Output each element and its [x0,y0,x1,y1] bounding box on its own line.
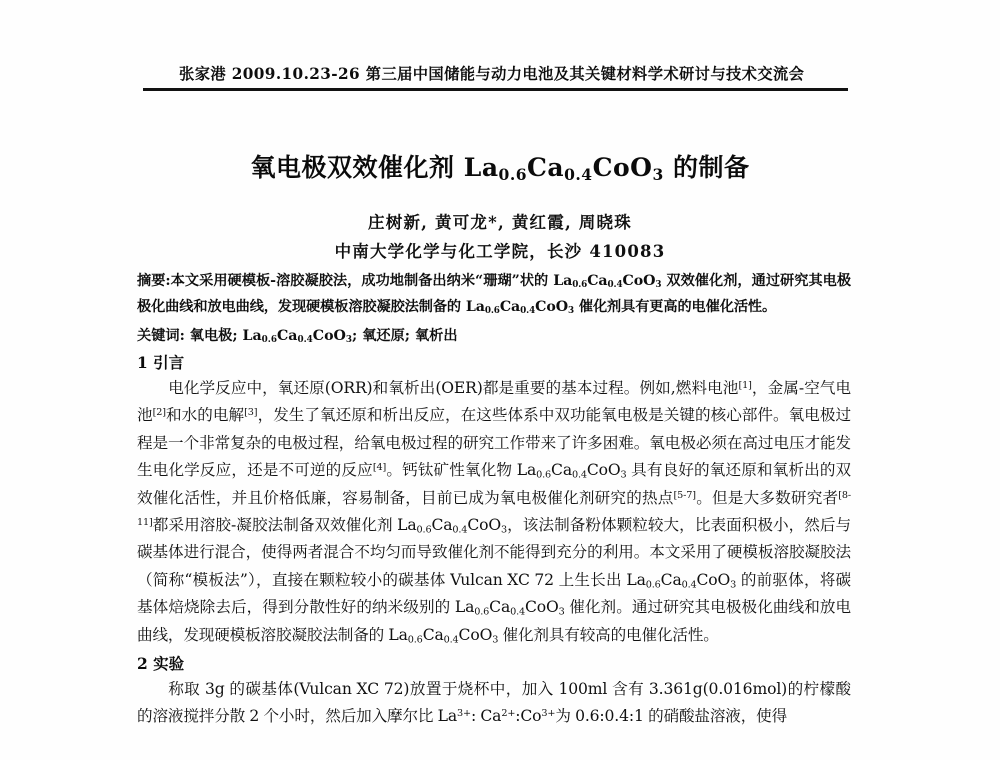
citation-4: [4] [372,462,387,474]
section-heading-2: 2 实验 [137,654,185,674]
citation-3: [3] [244,407,258,419]
abstract-label: 摘要: [137,273,171,289]
keywords-label: 关键词: [137,328,185,344]
abstract-block [137,268,851,320]
running-header [143,62,851,91]
formula-sub-la: 0.6 [498,164,527,184]
running-header-text: 张家港 2009.10.23-26 第三届中国储能与动力电池及其关键材料学术研讨与技术交流会 [179,64,805,83]
citation-1: [1] [738,379,752,391]
ion-la: 3+ [457,708,471,720]
header-divider-rule [143,88,848,91]
section-1-paragraph: 电化学反应中，氧还原(ORR)和氧析出(OER)都是重要的基本过程。例如,燃料电池[1]，金属-空气电池[2]和水的电解[3]，发生了氧还原和析出反应，在这些体系中双功能氧电极是关键的核心部件。氧电极过程是一个非常复杂的电极过程，给氧电极过程的研究工作带来了许多困难。氧电极必须在高过电压才能发生电化学反应，还是不可逆的反应[4]。钙钛矿性氧化物 $La_{0.6}Ca_{0.4}CoO_3$ 具有良好的氧还原和氧析出的双效催化活性，并且价格低廉，容易制备，目前已成为氧电极催化剂研究的热点[5-7]。但是大多数研究者[8-11]都采用溶胶-凝胶法制备双效催化剂 $La_{0.6}Ca_{0.4}CoO_3$，该法制备粉体颗粒较大，比表面积极小，然后与碳基体进行混合，使得两者混合不均匀而导致催化剂不能得到充分的利用。本文采用了硬模板溶胶凝胶法（简称“模板法”），直接在颗粒较小的碳基体 Vulcan XC 72 上生长出 $La_{0.6}Ca_{0.4}CoO_3$ 的前驱体，将碳基体焙烧除去后，得到分散性好的纳米级别的 $La_{0.6}Ca_{0.4}CoO_3$ 催化剂。通过研究其电极极化曲线和放电曲线，发现硬模板溶胶凝胶法制备的 $La_{0.6}Ca_{0.4}CoO_3$ 催化剂具有较高的电催化活性。 [137,379,851,646]
text-column [137,268,851,731]
formula-sub-ca: 0.4 [564,164,593,184]
author-list [0,209,1000,233]
citation-2: [2] [152,407,166,419]
title-formula: $La_{0.6}Ca_{0.4}CoO_3$ [463,153,664,184]
section-heading-1: 1 引言 [137,353,185,372]
keywords-items: 氧电极; $La_{0.6}Ca_{0.4}CoO_3$; 氧还原; 氧析出 [184,328,458,346]
section-2-paragraph: 称取 3g 的碳基体(Vulcan XC 72)放置于烧杯中，加入 100ml 含有 3.361g(0.016mol)的柠檬酸的溶液搅拌分散 2 个小时，然后加入摩尔比 $La^{3+}$: $Ca^{2+}:Co^{3+}$为 0.6:0.4:1 的硝酸盐溶液，使得 [137,680,851,726]
affiliation-text: 中南大学化学与化工学院，长沙 410083 [334,242,666,261]
citation-5-7: [5-7] [673,489,696,501]
ion-co: 3+ [541,708,556,720]
author-names: 庄树新, 黄可龙*, 黄红霞, 周晓珠 [368,213,632,232]
citation-8-11: [8-11] [137,489,851,529]
keywords-block [137,324,851,348]
ion-ca: 2+ [501,708,516,720]
formula-sub-o: 3 [652,164,664,184]
abstract-body: 本文采用硬模板-溶胶凝胶法，成功地制备出纳米“珊瑚”状的 $La_{0.6}Ca_{0.4}CoO_3$ 双效催化剂，通过研究其电极极化曲线和放电曲线，发现硬模板溶胶凝胶法制备的 $La_{0.6}Ca_{0.4}CoO_3$ 催化剂具有更高的电催化活性。 [137,273,851,317]
title-text-before: 氧电极双效催化剂 [250,153,464,182]
affiliation-line [0,238,1000,262]
page-title [0,152,1000,183]
title-text-after: 的制备 [663,153,750,182]
